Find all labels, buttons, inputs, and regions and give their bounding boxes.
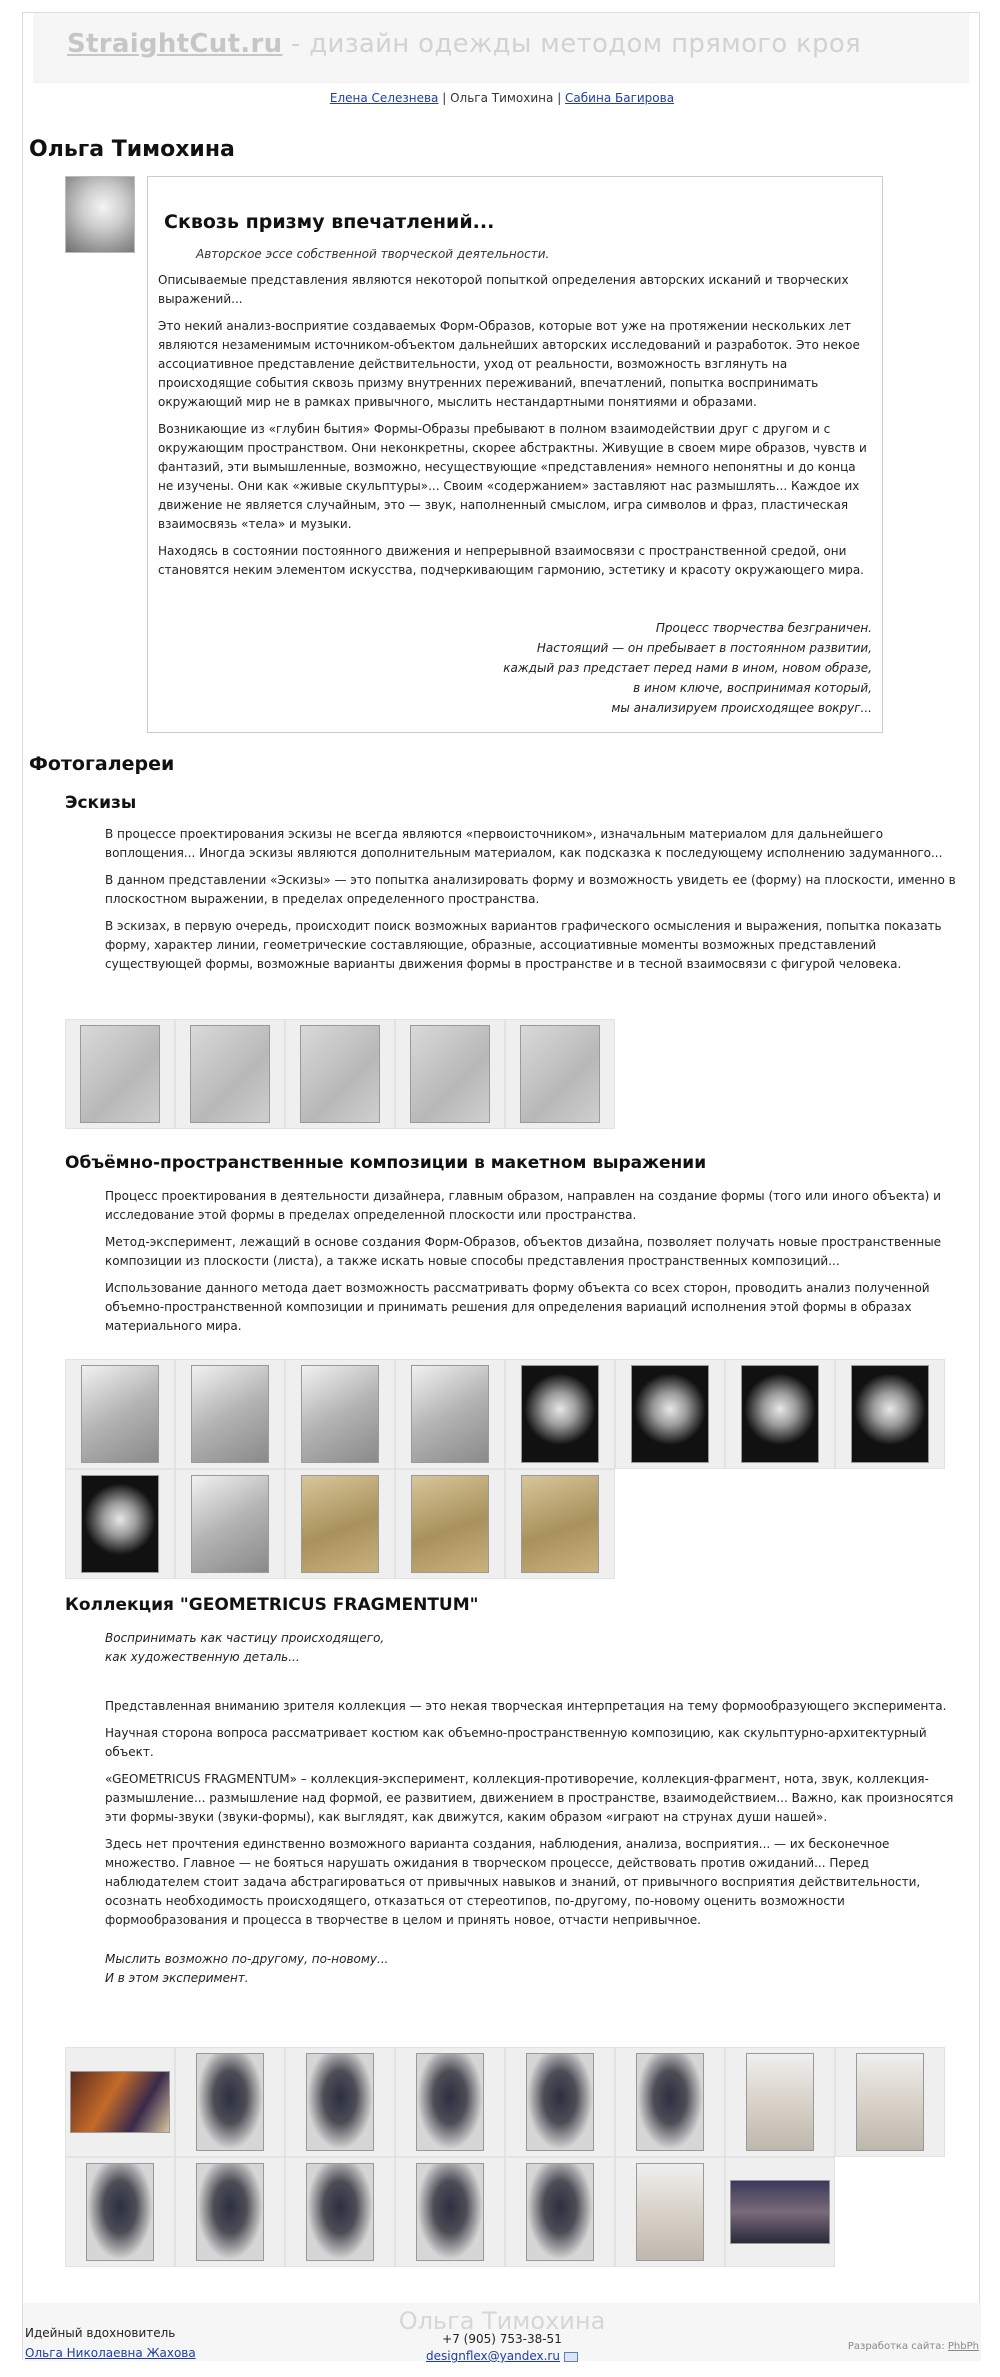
models-thumbnail[interactable]	[81, 1365, 159, 1463]
nav-item-bagirova[interactable]: Сабина Багирова	[565, 91, 675, 105]
collection-thumbnail[interactable]	[306, 2053, 374, 2151]
collection-thumbnail[interactable]	[730, 2180, 830, 2244]
sketches-gallery	[65, 1019, 615, 1129]
models-thumbnail-cell[interactable]	[835, 1359, 945, 1469]
essay-paragraph: Описываемые представления являются некоторой попыткой определения авторских исканий и творческих выражений...	[158, 273, 849, 306]
collection-thumbnail-cell[interactable]	[65, 2047, 175, 2157]
models-paragraph: Процесс проектирования в деятельности дизайнера, главным образом, направлен на создание формы (того или иного объекта) и исследование этой формы в пределах определенной плоскости или пространства.	[105, 1189, 941, 1222]
collection-thumbnail[interactable]	[416, 2163, 484, 2261]
collection-thumbnail-cell[interactable]	[835, 2047, 945, 2157]
models-thumbnail[interactable]	[411, 1475, 489, 1573]
sketches-thumbnail-cell[interactable]	[285, 1019, 395, 1129]
nav-separator: |	[438, 91, 451, 105]
collection-thumbnail-cell[interactable]	[615, 2157, 725, 2267]
models-thumbnail-cell[interactable]	[505, 1469, 615, 1579]
collection-title: Коллекция "GEOMETRICUS FRAGMENTUM"	[65, 1595, 479, 1615]
collection-paragraph: Здесь нет прочтения единственно возможного варианта создания, наблюдения, анализа, восприятия... — их бесконечное множество. Главное — не бояться нарушать ожидания в творческом процессе, действовать против ожиданий... Перед наблюдателем стоит задача абстрагироваться от привычных навыков и знаний, от привычного восприятия действительности, осознать необходимость происходящего, отказаться от стереотипов, по-другому, по-новому оценить возможности формообразования и процесса в творчестве в целом и принять новое, отчасти непривычное.	[105, 1837, 921, 1927]
models-thumbnail[interactable]	[411, 1365, 489, 1463]
models-thumbnail-cell[interactable]	[615, 1359, 725, 1469]
nav-item-current: Ольга Тимохина	[450, 91, 554, 105]
collection-thumbnail[interactable]	[196, 2163, 264, 2261]
site-header	[33, 13, 969, 83]
models-title: Объёмно-пространственные композиции в макетном выражении	[65, 1153, 707, 1173]
models-thumbnail-cell[interactable]	[65, 1469, 175, 1579]
author-nav	[23, 91, 981, 105]
models-thumbnail-cell[interactable]	[395, 1359, 505, 1469]
models-thumbnail-cell[interactable]	[65, 1359, 175, 1469]
page-frame	[22, 12, 980, 2363]
footer-dev-label: Разработка сайта:	[847, 2341, 948, 2352]
collection-thumbnail-cell[interactable]	[725, 2047, 835, 2157]
collection-thumbnail-cell[interactable]	[285, 2047, 395, 2157]
collection-thumbnail[interactable]	[86, 2163, 154, 2261]
collection-paragraph: Научная сторона вопроса рассматривает костюм как объемно-пространственную композицию, как скульптурно-архитектурный объект.	[105, 1726, 927, 1759]
models-thumbnail[interactable]	[191, 1365, 269, 1463]
verse-line: в ином ключе, воспринимая который,	[633, 681, 872, 695]
models-thumbnail[interactable]	[851, 1365, 929, 1463]
models-paragraph: Использование данного метода дает возможность рассматривать форму объекта со всех сторон, проводить анализ полученной объемно-пространственной композиции и принимать решения для определения вариаций исполнения этой формы в образах материального мира.	[105, 1281, 930, 1333]
sketches-thumbnail-cell[interactable]	[505, 1019, 615, 1129]
models-thumbnail[interactable]	[301, 1365, 379, 1463]
verse-line: Процесс творчества безграничен.	[655, 621, 872, 635]
models-thumbnail[interactable]	[631, 1365, 709, 1463]
sketches-thumbnail[interactable]	[80, 1025, 160, 1123]
collection-thumbnail[interactable]	[70, 2071, 170, 2133]
sketches-thumbnail-cell[interactable]	[65, 1019, 175, 1129]
footer-dev-link[interactable]: PhbPh	[947, 2341, 979, 2352]
collection-thumbnail[interactable]	[636, 2053, 704, 2151]
collection-closing	[105, 1950, 967, 1988]
models-thumbnail[interactable]	[521, 1475, 599, 1573]
collection-thumbnail-cell[interactable]	[615, 2047, 725, 2157]
sketches-thumbnail-cell[interactable]	[395, 1019, 505, 1129]
closing-line: И в этом эксперимент.	[105, 1971, 249, 1985]
sketches-thumbnail-cell[interactable]	[175, 1019, 285, 1129]
collection-thumbnail[interactable]	[856, 2053, 924, 2151]
models-thumbnail-cell[interactable]	[505, 1359, 615, 1469]
galleries-heading: Фотогалереи	[29, 753, 175, 775]
sketches-paragraph: В процессе проектирования эскизы не всегда являются «первоисточником», изначальным материалом для дальнейшего воплощения... Иногда эскизы являются дополнительным материалом, как подсказка к последующему исполнению задуманного...	[105, 827, 943, 860]
epigraph-line: как художественную деталь...	[105, 1650, 300, 1664]
collection-thumbnail[interactable]	[196, 2053, 264, 2151]
models-thumbnail[interactable]	[81, 1475, 159, 1573]
sketches-thumbnail[interactable]	[410, 1025, 490, 1123]
collection-paragraph: Представленная вниманию зрителя коллекция — это некая творческая интерпретация на тему формообразующего эксперимента.	[105, 1699, 947, 1713]
brand-link[interactable]: StraightCut.ru	[67, 29, 283, 59]
sketches-paragraph: В эскизах, в первую очередь, происходит поиск возможных вариантов графического осмысления и выражения, попытка показать форму, характер линии, геометрические составляющие, образные, ассоциативные моменты возможных представлений существующей формы, возможные варианты движения формы в пространстве и в тесной взаимосвязи с фигурой человека.	[105, 919, 942, 971]
collection-text	[105, 1629, 967, 1996]
collection-thumbnail[interactable]	[636, 2163, 704, 2261]
collection-epigraph	[105, 1629, 967, 1667]
site-tagline: - дизайн одежды методом прямого кроя	[282, 29, 861, 59]
sketches-text	[105, 825, 967, 982]
verse-line: каждый раз предстает перед нами в ином, новом образе,	[503, 661, 872, 675]
collection-thumbnail-cell[interactable]	[725, 2157, 835, 2267]
collection-thumbnail-cell[interactable]	[175, 2157, 285, 2267]
essay-paragraph: Это некий анализ-восприятие создаваемых Форм-Образов, которые вот уже на протяжении нескольких лет являются незаменимым источником-объектом дальнейших авторских исследований и разработок. Это некое ассоциативное представление действительности, уход от реальности, возможность взглянуть на происходящие события сквозь призму внутренних переживаний, впечатлений, попытка воспринимать окружающий мир не в рамках привычного, мыслить нестандартными понятиями и образами.	[158, 319, 860, 409]
nav-item-seleznева[interactable]: Елена Селезнева	[329, 91, 439, 105]
verse-line: Настоящий — он пребывает в постоянном развитии,	[536, 641, 872, 655]
models-thumbnail-cell[interactable]	[175, 1359, 285, 1469]
collection-thumbnail[interactable]	[746, 2053, 814, 2151]
collection-thumbnail-cell[interactable]	[175, 2047, 285, 2157]
sketches-paragraph: В данном представлении «Эскизы» — это попытка анализировать форму и возможность увидеть ее (форму) на плоскости, именно в плоскостном выражении, в пределах определенного пространства.	[105, 873, 956, 906]
models-thumbnail-cell[interactable]	[285, 1359, 395, 1469]
sketches-thumbnail[interactable]	[520, 1025, 600, 1123]
collection-thumbnail-cell[interactable]	[505, 2157, 615, 2267]
collection-thumbnail-cell[interactable]	[395, 2157, 505, 2267]
essay-title: Сквозь призму впечатлений...	[164, 211, 495, 233]
models-thumbnail-cell[interactable]	[725, 1359, 835, 1469]
models-paragraph: Метод-эксперимент, лежащий в основе создания Форм-Образов, объектов дизайна, позволяет получать новые пространственные композиции из плоскости (листа), а также искать новые способы представления пространственных композиций...	[105, 1235, 942, 1268]
closing-line: Мыслить возможно по-другому, по-новому...	[105, 1952, 389, 1966]
collection-gallery	[65, 2047, 945, 2267]
essay-paragraph: Находясь в состоянии постоянного движения и непрерывной взаимосвязи с пространственной средой, они становятся неким элементом искусства, подчеркивающим гармонию, эстетику и красоту окружающего мира.	[158, 544, 864, 577]
sketches-thumbnail[interactable]	[300, 1025, 380, 1123]
footer-dev	[848, 2341, 979, 2352]
models-thumbnail[interactable]	[301, 1475, 379, 1573]
footer-phone: +7 (905) 753-38-51	[442, 2332, 562, 2346]
collection-thumbnail-cell[interactable]	[395, 2047, 505, 2157]
essay-paragraph: Возникающие из «глубин бытия» Формы-Образы пребывают в полном взаимодействии друг с другом и с окружающим пространством. Они неконкретны, скорее абстрактны. Живущие в своем мире образов, чувств и фантазий, эти вымышленные, возможно, несуществующие «представления» немного непонятны и до конца не изучены. Они как «живые скульптуры»... Своим «содержанием» заставляют нас размышлять... Каждое их движение не является случайным, это — звук, наполненный смыслом, игра символов и фраз, пластическая взаимосвязь «тела» и музыки.	[158, 422, 867, 531]
collection-thumbnail[interactable]	[416, 2053, 484, 2151]
essay-verse	[158, 618, 872, 718]
site-brand	[67, 29, 861, 59]
collection-thumbnail-cell[interactable]	[285, 2157, 395, 2267]
models-text	[105, 1187, 967, 1344]
collection-thumbnail-cell[interactable]	[65, 2157, 175, 2267]
models-thumbnail-cell[interactable]	[395, 1469, 505, 1579]
collection-thumbnail[interactable]	[306, 2163, 374, 2261]
models-thumbnail[interactable]	[521, 1365, 599, 1463]
collection-thumbnail[interactable]	[526, 2053, 594, 2151]
footer-email-link[interactable]: designflex@yandex.ru	[426, 2349, 560, 2363]
author-avatar[interactable]	[65, 176, 135, 253]
collection-thumbnail-cell[interactable]	[505, 2047, 615, 2157]
footer-title: Ольга Тимохина	[398, 2307, 606, 2335]
epigraph-line: Воспринимать как частицу происходящего,	[105, 1631, 385, 1645]
footer-contacts	[23, 2331, 981, 2365]
site-footer	[23, 2303, 981, 2361]
envelope-icon	[564, 2352, 578, 2362]
sketches-thumbnail[interactable]	[190, 1025, 270, 1123]
nav-separator: |	[553, 91, 566, 105]
models-thumbnail[interactable]	[191, 1475, 269, 1573]
essay-box	[147, 176, 883, 733]
footer-credit-link[interactable]: Ольга Николаевна Жахова	[25, 2346, 196, 2360]
footer-credit-label: Идейный вдохновитель	[25, 2326, 176, 2340]
models-thumbnail-cell[interactable]	[285, 1469, 395, 1579]
essay-subtitle: Авторское эссе собственной творческой деятельности.	[196, 247, 550, 261]
verse-line: мы анализируем происходящее вокруг...	[611, 701, 872, 715]
collection-thumbnail[interactable]	[526, 2163, 594, 2261]
page-title: Ольга Тимохина	[29, 137, 235, 162]
models-thumbnail-cell[interactable]	[175, 1469, 285, 1579]
models-thumbnail[interactable]	[741, 1365, 819, 1463]
sketches-title: Эскизы	[65, 793, 137, 813]
models-gallery	[65, 1359, 945, 1579]
collection-paragraph: «GEOMETRICUS FRAGMENTUM» – коллекция-эксперимент, коллекция-противоречие, коллекция-фрагмент, нота, звук, коллекция-размышление... размышление над формой, ее развитием, движением в пространстве, взаимодействием... Важно, как произносятся эти формы-звуки (звуки-формы), как выглядят, как движутся, каким образом «играют на струнах души нашей».	[105, 1772, 954, 1824]
